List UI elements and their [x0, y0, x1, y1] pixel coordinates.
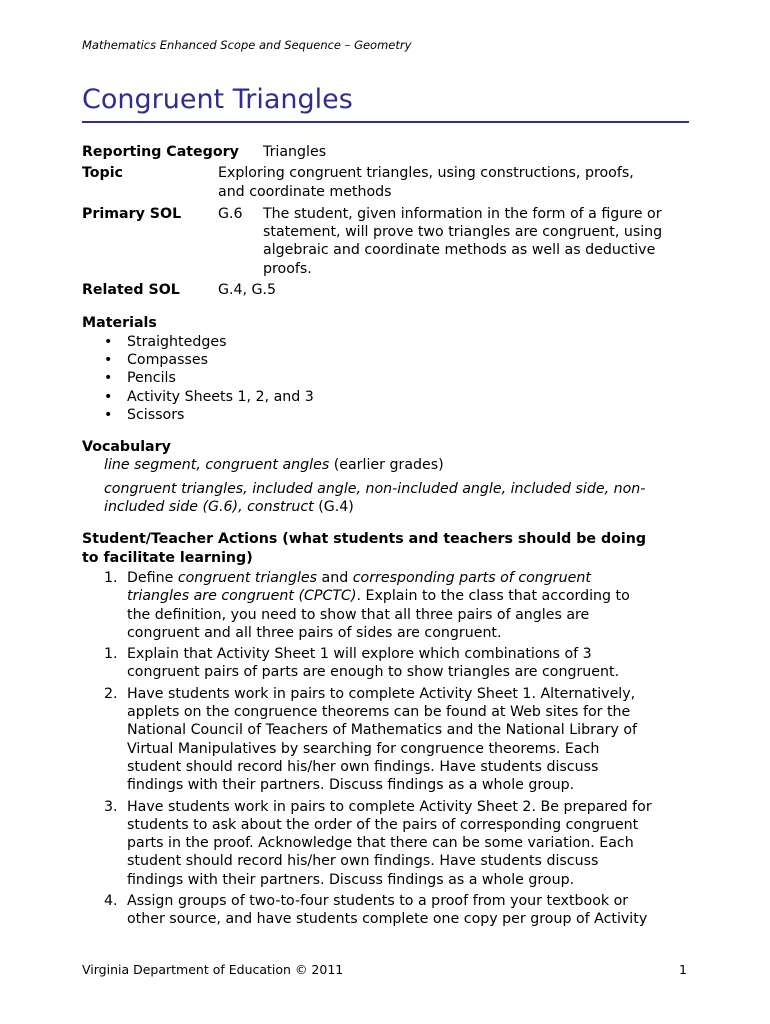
reporting-category-value: Triangles: [263, 144, 327, 160]
step-text: . Explain to the class that according to: [356, 588, 630, 605]
page-title: Congruent Triangles: [82, 84, 353, 115]
vocabulary-earlier: [82, 456, 689, 474]
related-sol-row: [82, 281, 689, 299]
material-text: Scissors: [127, 406, 185, 423]
material-text: Compasses: [127, 351, 209, 368]
step-text: the definition, you need to show that all three pairs of angles are: [127, 606, 590, 623]
running-header: Mathematics Enhanced Scope and Sequence – Geometry: [82, 38, 412, 52]
primary-sol-row: [82, 205, 689, 278]
step-text: congruent and all three pairs of sides are congruent.: [127, 624, 502, 641]
step-text: findings with their partners. Discuss findings as a whole group.: [127, 777, 575, 794]
step-text: student should record his/her own findings. Have students discuss: [127, 758, 599, 775]
step-text: congruent pairs of parts are enough to show triangles are congruent.: [127, 664, 620, 681]
step-text: student should record his/her own findings. Have students discuss: [127, 853, 599, 870]
lesson-content: [82, 143, 689, 929]
related-sol-label: Related SOL: [82, 282, 180, 299]
primary-sol-code: G.6: [218, 205, 243, 222]
step-text: Virtual Manipulatives by searching for congruence theorems. Each: [127, 740, 600, 757]
primary-sol-line: The student, given information in the form of a figure or: [263, 205, 662, 222]
topic-label: Topic: [82, 165, 123, 182]
topic-value-line: and coordinate methods: [218, 183, 392, 200]
step-text: students to ask about the order of the pairs of corresponding congruent: [127, 816, 639, 833]
step-number: 2.: [104, 685, 118, 702]
step-text: findings with their partners. Discuss findings as a whole group.: [127, 871, 575, 888]
list-item: [82, 645, 689, 682]
step-text: Explain that Activity Sheet 1 will explore which combinations of 3: [127, 646, 592, 663]
bullet: •: [104, 388, 113, 405]
step-number: 1.: [104, 646, 118, 663]
step-number: 4.: [104, 892, 118, 909]
actions-heading: [82, 530, 689, 567]
list-item: [82, 892, 689, 929]
vocab-terms: included side (G.6), construct: [104, 499, 314, 516]
step-text: National Council of Teachers of Mathematics and the National Library of: [127, 722, 638, 739]
step-text: Define: [127, 569, 178, 586]
bullet: •: [104, 370, 113, 387]
material-text: Activity Sheets 1, 2, and 3: [127, 388, 314, 405]
list-item: [82, 388, 689, 406]
primary-sol-label: Primary SOL: [82, 205, 182, 222]
related-sol-value: G.4, G.5: [218, 282, 277, 299]
vocab-terms: line segment, congruent angles: [104, 457, 330, 474]
topic-value: [218, 164, 689, 201]
step-number: 1.: [104, 569, 118, 586]
vocabulary-section: [82, 438, 689, 516]
step-term: congruent triangles: [177, 569, 318, 586]
list-item: [82, 685, 689, 795]
actions-heading-line: Student/Teacher Actions (what students and teachers should be doing: [82, 531, 646, 548]
step-number: 3.: [104, 798, 118, 815]
bullet: •: [104, 351, 113, 368]
step-text: parts in the proof. Acknowledge that there can be some variation. Each: [127, 835, 634, 852]
actions-section: [82, 530, 689, 928]
list-item: [82, 406, 689, 424]
reporting-category-label: Reporting Category: [82, 144, 239, 160]
vocabulary-current: [82, 480, 689, 517]
vocab-grade-note: (G.4): [313, 499, 354, 516]
step-term: corresponding parts of congruent: [352, 569, 591, 586]
step-text: other source, and have students complete one copy per group of Activity: [127, 911, 648, 928]
step-term: triangles are congruent (CPCTC): [127, 588, 357, 605]
vocab-grade-note: (earlier grades): [329, 457, 444, 474]
materials-list: [82, 333, 689, 424]
bullet: •: [104, 406, 113, 423]
actions-heading-line: to facilitate learning): [82, 549, 253, 566]
topic-value-line: Exploring congruent triangles, using constructions, proofs,: [218, 165, 634, 182]
list-item: [82, 798, 689, 889]
vocabulary-heading: Vocabulary: [82, 439, 171, 456]
step-text: and: [317, 569, 353, 586]
footer-copyright: Virginia Department of Education © 2011: [82, 962, 344, 977]
material-text: Pencils: [127, 370, 176, 387]
step-text: Have students work in pairs to complete Activity Sheet 1. Alternatively,: [127, 685, 636, 702]
materials-section: [82, 314, 689, 424]
list-item: [82, 351, 689, 369]
reporting-category-row: [82, 143, 689, 161]
step-text: applets on the congruence theorems can be found at Web sites for the: [127, 704, 631, 721]
primary-sol-line: algebraic and coordinate methods as well as deductive: [263, 242, 656, 259]
actions-list: [82, 569, 689, 929]
material-text: Straightedges: [127, 333, 227, 350]
list-item: [82, 333, 689, 351]
page-number: 1: [679, 962, 687, 977]
bullet: •: [104, 333, 113, 350]
primary-sol-line: statement, will prove two triangles are congruent, using: [263, 224, 663, 241]
step-text: Assign groups of two-to-four students to a proof from your textbook or: [127, 892, 629, 909]
primary-sol-text: [263, 205, 689, 278]
title-underline: [82, 121, 689, 123]
materials-heading: Materials: [82, 315, 157, 332]
vocab-terms: congruent triangles, included angle, non-included angle, included side, non-: [104, 480, 646, 497]
primary-sol-line: proofs.: [263, 260, 312, 277]
topic-row: [82, 164, 689, 201]
list-item: [82, 569, 689, 642]
list-item: [82, 369, 689, 387]
step-text: Have students work in pairs to complete Activity Sheet 2. Be prepared for: [127, 798, 652, 815]
